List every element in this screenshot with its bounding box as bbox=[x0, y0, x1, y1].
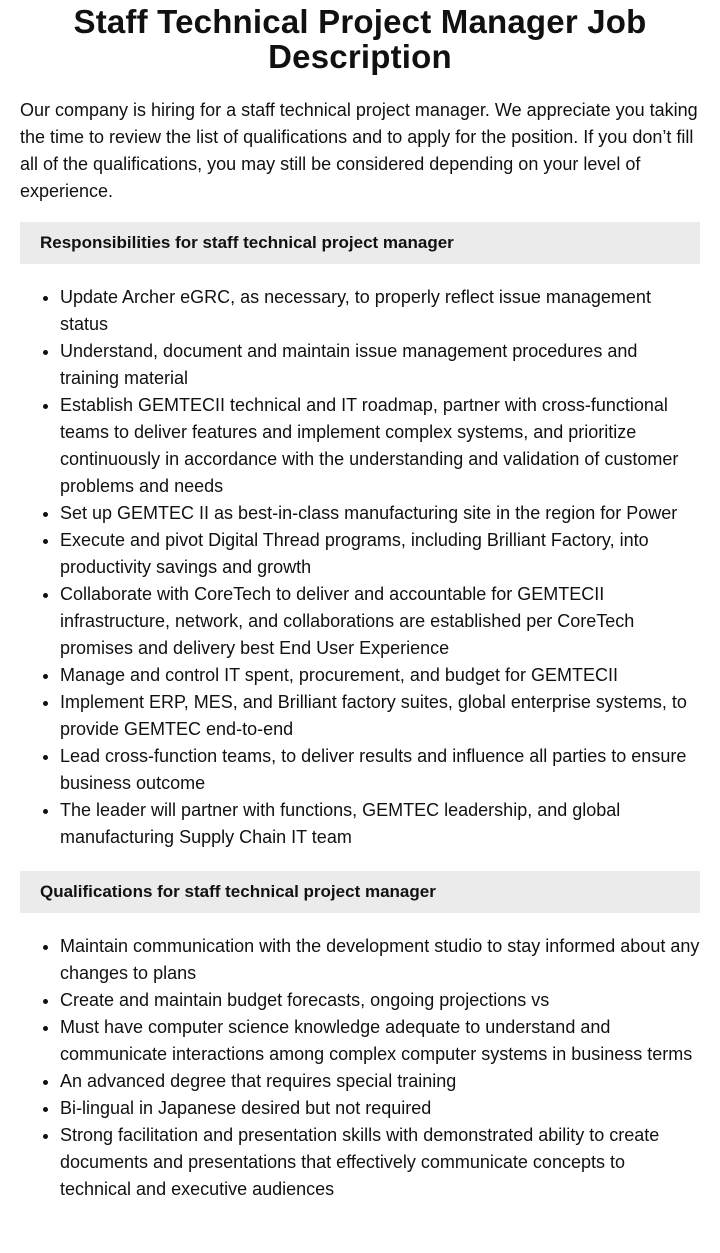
list-item: • Strong facilitation and presentation skills with demonstrated ability to create documents and presentations that effectively communicate concepts to technical and executive audiences bbox=[60, 1122, 700, 1203]
list-item: • Create and maintain budget forecasts, ongoing projections vs bbox=[60, 987, 700, 1014]
list-item: • An advanced degree that requires special training bbox=[60, 1068, 700, 1095]
intro-paragraph: Our company is hiring for a staff technical project manager. We appreciate you taking the time to review the list of qualifications and to apply for the position. If you don’t fill all of the qualifications, you may still be considered depending on your level of experience. bbox=[20, 100, 698, 201]
list-item: • Collaborate with CoreTech to deliver and accountable for GEMTECII infrastructure, network, and collaborations are established per CoreTech promises and delivery best End User Experience bbox=[60, 581, 700, 662]
qualifications-heading: Qualifications for staff technical project manager bbox=[20, 871, 700, 913]
list-item: • Must have computer science knowledge adequate to understand and communicate interactions among complex computer systems in business terms bbox=[60, 1014, 700, 1068]
qualifications-list bbox=[20, 933, 700, 1203]
list-item: • Lead cross-function teams, to deliver results and influence all parties to ensure business outcome bbox=[60, 743, 700, 797]
list-item: • Update Archer eGRC, as necessary, to properly reflect issue management status bbox=[60, 284, 700, 338]
list-item: • Understand, document and maintain issue management procedures and training material bbox=[60, 338, 700, 392]
list-item: • Bi-lingual in Japanese desired but not required bbox=[60, 1095, 700, 1122]
list-item: • Execute and pivot Digital Thread programs, including Brilliant Factory, into productivity savings and growth bbox=[60, 527, 700, 581]
page-title: Staff Technical Project Manager Job Description bbox=[73, 3, 647, 75]
responsibilities-heading: Responsibilities for staff technical project manager bbox=[20, 222, 700, 264]
responsibilities-list bbox=[20, 284, 700, 851]
list-item: • Maintain communication with the development studio to stay informed about any changes to plans bbox=[60, 933, 700, 987]
list-item: • Set up GEMTEC II as best-in-class manufacturing site in the region for Power bbox=[60, 500, 700, 527]
list-item: • Implement ERP, MES, and Brilliant factory suites, global enterprise systems, to provide GEMTEC end-to-end bbox=[60, 689, 700, 743]
list-item: • Manage and control IT spent, procurement, and budget for GEMTECII bbox=[60, 662, 700, 689]
list-item: • The leader will partner with functions, GEMTEC leadership, and global manufacturing Supply Chain IT team bbox=[60, 797, 700, 851]
list-item: • Establish GEMTECII technical and IT roadmap, partner with cross-functional teams to deliver features and implement complex systems, and prioritize continuously in accordance with the understanding and validation of customer problems and needs bbox=[60, 392, 700, 500]
job-description-page bbox=[0, 4, 720, 1203]
